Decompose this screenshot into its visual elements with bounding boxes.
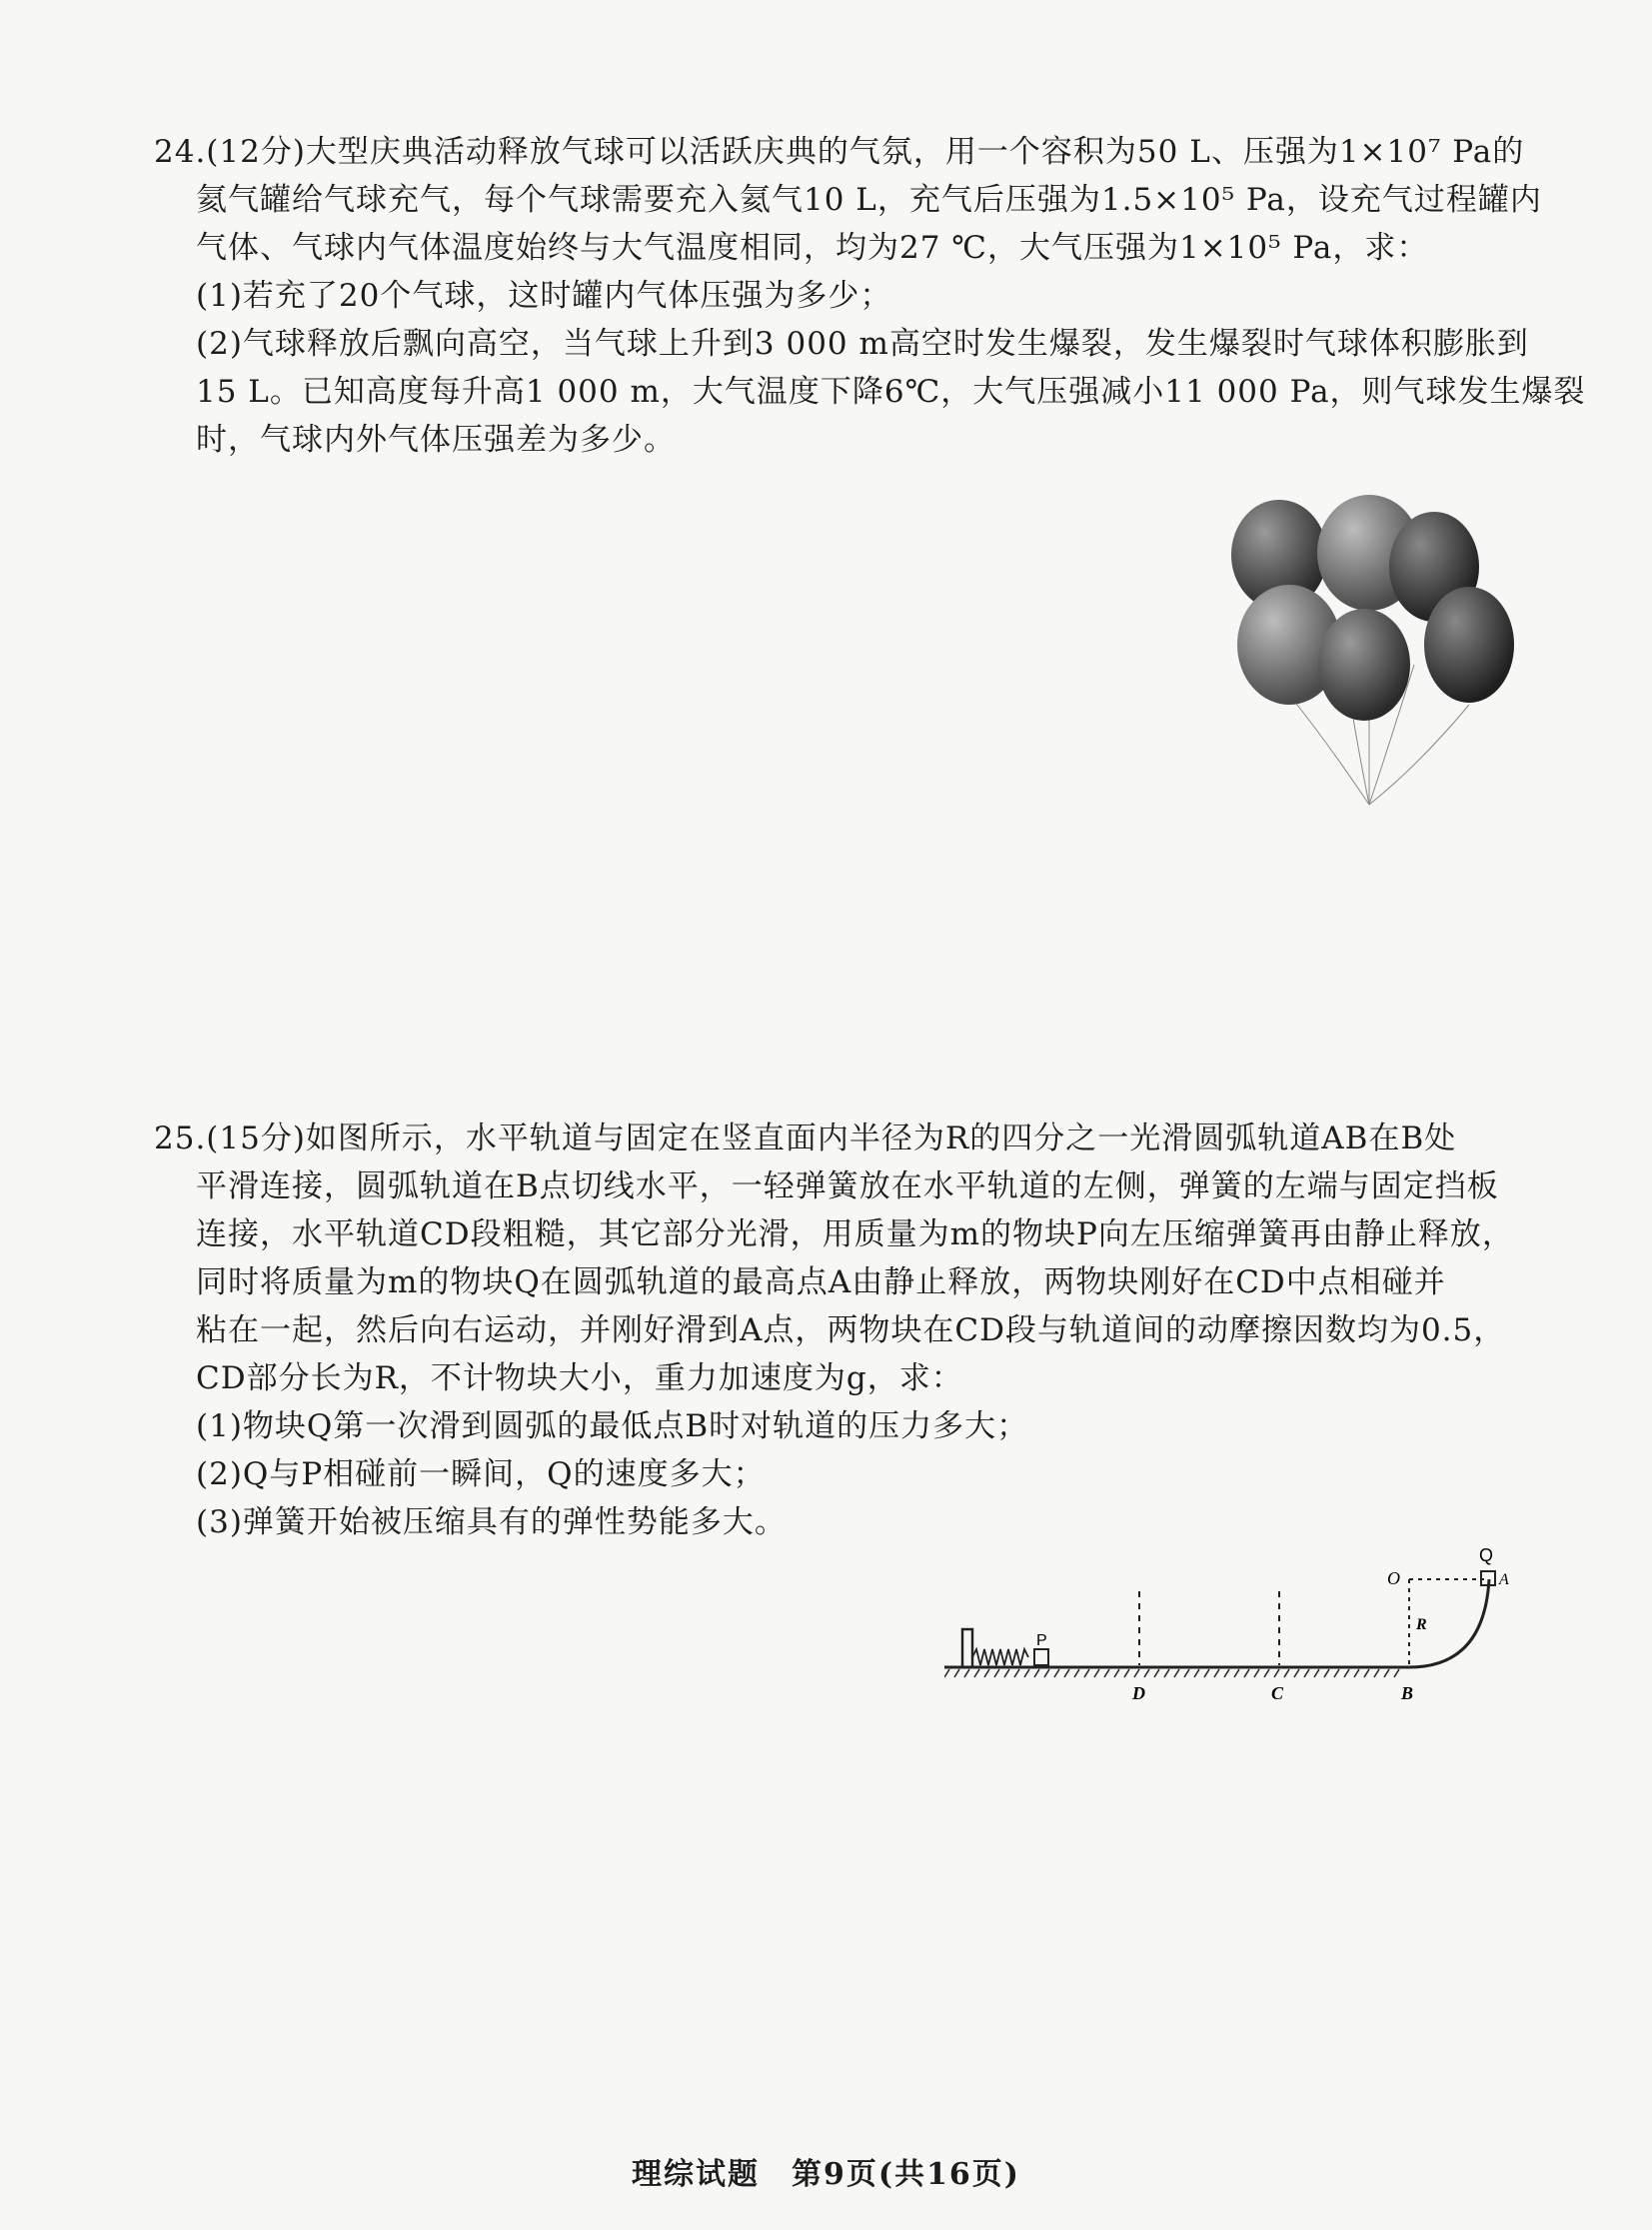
balloon <box>1318 609 1410 721</box>
spring <box>972 1649 1028 1665</box>
q25-sub-3: (3)弹簧开始被压缩具有的弹性势能多大。 <box>196 1504 787 1540</box>
q24-sub-2: (2)气球释放后飘向高空，当气球上升到3 000 m高空时发生爆裂，发生爆裂时气球体积膨胀到 <box>196 326 1529 362</box>
q25-line-1: 25.(15分)如图所示，水平轨道与固定在竖直面内半径为R的四分之一光滑圆弧轨道AB在B处 <box>154 1120 1457 1156</box>
q25-sub-2: (2)Q与P相碰前一瞬间，Q的速度多大； <box>196 1456 766 1492</box>
track-diagram <box>944 1539 1534 1719</box>
label-p: P <box>1036 1632 1047 1649</box>
q25-line-5: 粘在一起，然后向右运动，并刚好滑到A点，两物块在CD段与轨道间的动摩擦因数均为0.5， <box>196 1312 1506 1348</box>
question-24 <box>154 128 1586 464</box>
q24-line-2: 氦气罐给气球充气，每个气球需要充入氦气10 L，充气后压强为1.5×10⁵ Pa，设充气过程罐内 <box>196 182 1542 218</box>
balloon <box>1424 587 1514 703</box>
label-o: O <box>1387 1568 1400 1588</box>
q25-line-6: CD部分长为R，不计物块大小，重力加速度为g，求： <box>196 1360 963 1396</box>
q25-line-2: 平滑连接，圆弧轨道在B点切线水平，一轻弹簧放在水平轨道的左侧，弹簧的左端与固定挡板 <box>196 1168 1499 1204</box>
page-footer: 理综试题 第9页(共16页) <box>631 2157 1020 2192</box>
block-p <box>1034 1649 1048 1665</box>
ground-hatching <box>944 1669 1399 1677</box>
q24-line-6: 15 L。已知高度每升高1 000 m，大气温度下降6℃，大气压强减小11 000 Pa，则气球发生爆裂 <box>196 374 1586 410</box>
q25-line-4: 同时将质量为m的物块Q在圆弧轨道的最高点A由静止释放，两物块刚好在CD中点相碰并 <box>196 1264 1446 1300</box>
question-25 <box>154 1115 1514 1546</box>
q24-sub-1: (1)若充了20个气球，这时罐内气体压强为多少； <box>196 278 892 314</box>
label-r: R <box>1416 1616 1427 1633</box>
balloons-illustration <box>1219 495 1519 815</box>
q24-line-1: 24.(12分)大型庆典活动释放气球可以活跃庆典的气氛，用一个容积为50 L、压强为1×10⁷ Pa的 <box>154 134 1525 170</box>
q25-sub-1: (1)物块Q第一次滑到圆弧的最低点B时对轨道的压力多大； <box>196 1408 1029 1444</box>
label-a: A <box>1499 1571 1509 1588</box>
q25-line-3: 连接，水平轨道CD段粗糙，其它部分光滑，用质量为m的物块P向左压缩弹簧再由静止释放， <box>196 1216 1514 1252</box>
label-d: D <box>1132 1683 1145 1703</box>
q24-line-3: 气体、气球内气体温度始终与大气温度相同，均为27 ℃，大气压强为1×10⁵ Pa，求： <box>196 230 1429 266</box>
label-q: Q <box>1479 1545 1494 1565</box>
label-c: C <box>1271 1683 1284 1703</box>
q24-line-7: 时，气球内外气体压强差为多少。 <box>196 422 676 458</box>
label-b: B <box>1401 1683 1414 1703</box>
stop-plate <box>962 1629 972 1667</box>
